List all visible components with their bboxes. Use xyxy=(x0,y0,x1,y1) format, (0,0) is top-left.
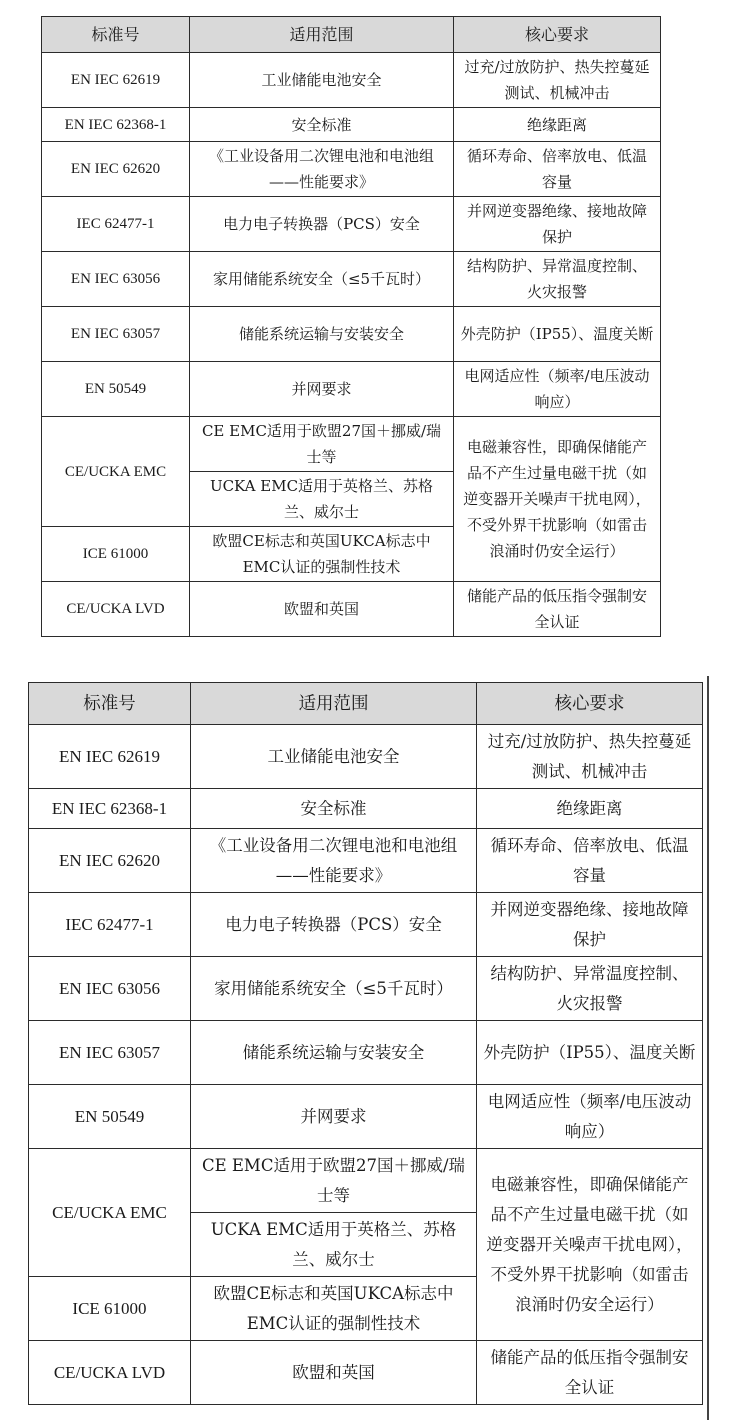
scope-cell: 安全标准 xyxy=(190,108,454,142)
standard-cell: EN IEC 62620 xyxy=(42,142,190,197)
scope-cell: 储能系统运输与安装安全 xyxy=(190,307,454,362)
standard-cell: CE/UCKA LVD xyxy=(42,582,190,637)
table-row xyxy=(29,1149,703,1213)
scope-cell: 《工业设备用二次锂电池和电池组——性能要求》 xyxy=(190,142,454,197)
standard-cell: EN 50549 xyxy=(29,1085,191,1149)
requirement-cell: 外壳防护（IP55）、温度关断 xyxy=(454,307,661,362)
header-standard: 标准号 xyxy=(29,683,191,725)
table-row xyxy=(29,893,703,957)
table-row xyxy=(29,1085,703,1149)
scope-cell: 《工业设备用二次锂电池和电池组——性能要求》 xyxy=(191,829,477,893)
requirement-cell: 电磁兼容性，即确保储能产品不产生过量电磁干扰（如逆变器开关噪声干扰电网），不受外界干扰影响（如雷击浪涌时仍安全运行） xyxy=(454,417,661,582)
header-requirement: 核心要求 xyxy=(454,17,661,53)
header-scope: 适用范围 xyxy=(191,683,477,725)
table-row xyxy=(29,829,703,893)
requirement-cell: 并网逆变器绝缘、接地故障保护 xyxy=(454,197,661,252)
standards-table-top xyxy=(41,16,661,637)
standard-cell: CE/UCKA EMC xyxy=(42,417,190,527)
scope-cell: 家用储能系统安全（≤5千瓦时） xyxy=(191,957,477,1021)
scope-cell: 并网要求 xyxy=(191,1085,477,1149)
requirement-cell: 储能产品的低压指令强制安全认证 xyxy=(477,1341,703,1405)
standard-cell: CE/UCKA LVD xyxy=(29,1341,191,1405)
scope-cell: 并网要求 xyxy=(190,362,454,417)
scope-cell: 欧盟和英国 xyxy=(191,1341,477,1405)
scope-cell: 工业储能电池安全 xyxy=(190,53,454,108)
requirement-cell: 电网适应性（频率/电压波动响应） xyxy=(477,1085,703,1149)
standard-cell: EN IEC 62368-1 xyxy=(29,789,191,829)
standard-cell: IEC 62477-1 xyxy=(29,893,191,957)
table-header-row xyxy=(42,17,661,53)
table-row xyxy=(42,142,661,197)
table-row xyxy=(29,957,703,1021)
table-row xyxy=(42,252,661,307)
standard-cell: ICE 61000 xyxy=(42,527,190,582)
requirement-cell: 过充/过放防护、热失控蔓延测试、机械冲击 xyxy=(454,53,661,108)
table-row xyxy=(42,582,661,637)
scope-cell: 欧盟CE标志和英国UKCA标志中EMC认证的强制性技术 xyxy=(191,1277,477,1341)
requirement-cell: 电网适应性（频率/电压波动响应） xyxy=(454,362,661,417)
table-row xyxy=(42,53,661,108)
requirement-cell: 过充/过放防护、热失控蔓延测试、机械冲击 xyxy=(477,725,703,789)
requirement-cell: 结构防护、异常温度控制、火灾报警 xyxy=(454,252,661,307)
scope-cell: 储能系统运输与安装安全 xyxy=(191,1021,477,1085)
table-row xyxy=(42,197,661,252)
table-row xyxy=(29,1341,703,1405)
requirement-cell: 绝缘距离 xyxy=(477,789,703,829)
scope-cell: CE EMC适用于欧盟27国＋挪威/瑞士等 xyxy=(190,417,454,472)
standard-cell: EN IEC 63057 xyxy=(42,307,190,362)
requirement-cell: 循环寿命、倍率放电、低温容量 xyxy=(454,142,661,197)
standard-cell: EN IEC 63056 xyxy=(29,957,191,1021)
table-row xyxy=(42,307,661,362)
scope-cell: UCKA EMC适用于英格兰、苏格兰、威尔士 xyxy=(190,472,454,527)
table-row xyxy=(42,108,661,142)
requirement-cell: 外壳防护（IP55）、温度关断 xyxy=(477,1021,703,1085)
requirement-cell: 储能产品的低压指令强制安全认证 xyxy=(454,582,661,637)
scope-cell: 工业储能电池安全 xyxy=(191,725,477,789)
scope-cell: 家用储能系统安全（≤5千瓦时） xyxy=(190,252,454,307)
standard-cell: EN IEC 62619 xyxy=(29,725,191,789)
requirement-cell: 电磁兼容性，即确保储能产品不产生过量电磁干扰（如逆变器开关噪声干扰电网），不受外界干扰影响（如雷击浪涌时仍安全运行） xyxy=(477,1149,703,1341)
header-standard: 标准号 xyxy=(42,17,190,53)
scope-cell: 安全标准 xyxy=(191,789,477,829)
table-row xyxy=(29,789,703,829)
scope-cell: UCKA EMC适用于英格兰、苏格兰、威尔士 xyxy=(191,1213,477,1277)
standard-cell: EN IEC 63056 xyxy=(42,252,190,307)
standard-cell: EN IEC 62620 xyxy=(29,829,191,893)
table-row xyxy=(42,417,661,472)
standard-cell: EN 50549 xyxy=(42,362,190,417)
standards-table-bottom xyxy=(28,682,703,1405)
scope-cell: 欧盟CE标志和英国UKCA标志中EMC认证的强制性技术 xyxy=(190,527,454,582)
requirement-cell: 并网逆变器绝缘、接地故障保护 xyxy=(477,893,703,957)
standard-cell: EN IEC 63057 xyxy=(29,1021,191,1085)
standard-cell: ICE 61000 xyxy=(29,1277,191,1341)
header-requirement: 核心要求 xyxy=(477,683,703,725)
scope-cell: 欧盟和英国 xyxy=(190,582,454,637)
scope-cell: 电力电子转换器（PCS）安全 xyxy=(190,197,454,252)
standard-cell: EN IEC 62368-1 xyxy=(42,108,190,142)
requirement-cell: 绝缘距离 xyxy=(454,108,661,142)
scope-cell: CE EMC适用于欧盟27国＋挪威/瑞士等 xyxy=(191,1149,477,1213)
standard-cell: CE/UCKA EMC xyxy=(29,1149,191,1277)
standard-cell: IEC 62477-1 xyxy=(42,197,190,252)
standard-cell: EN IEC 62619 xyxy=(42,53,190,108)
table-row xyxy=(29,1021,703,1085)
scan-edge-line xyxy=(707,676,709,1420)
scope-cell: 电力电子转换器（PCS）安全 xyxy=(191,893,477,957)
table-row xyxy=(42,362,661,417)
table-header-row xyxy=(29,683,703,725)
requirement-cell: 循环寿命、倍率放电、低温容量 xyxy=(477,829,703,893)
header-scope: 适用范围 xyxy=(190,17,454,53)
requirement-cell: 结构防护、异常温度控制、火灾报警 xyxy=(477,957,703,1021)
table-row xyxy=(29,725,703,789)
